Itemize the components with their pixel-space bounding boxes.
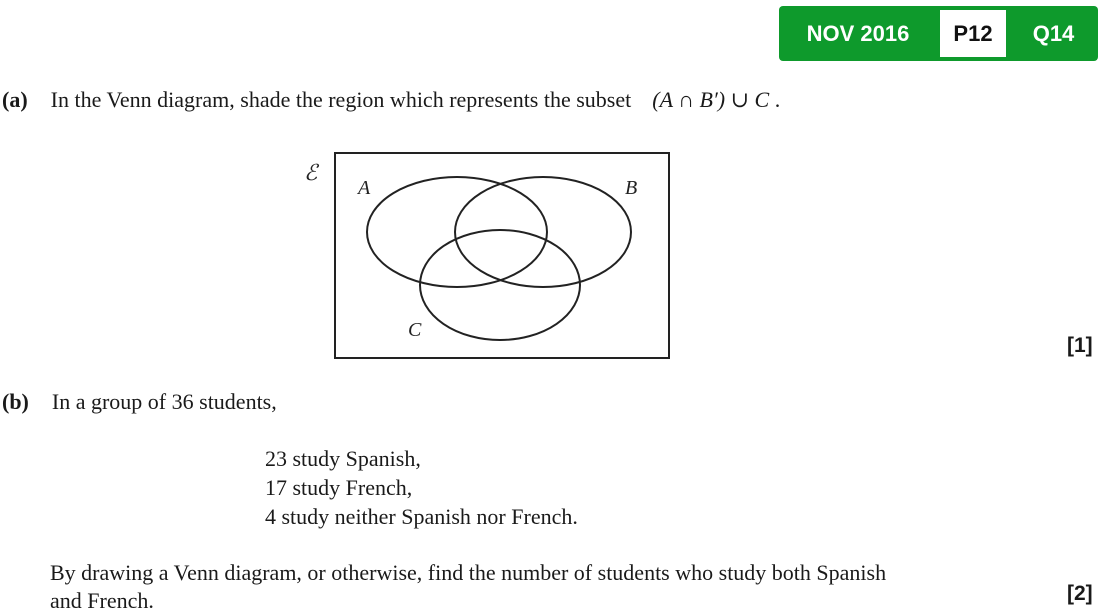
part-a-prompt: [2, 87, 780, 113]
part-b-label: (b): [2, 389, 29, 414]
question-reference-badge: [779, 6, 1098, 61]
universal-set-symbol: ℰ: [304, 161, 318, 186]
set-b-label: B: [625, 177, 638, 199]
venn-diagram[interactable]: [300, 150, 680, 365]
fact-spanish: 23 study Spanish,: [265, 446, 421, 471]
part-a-label: (a): [2, 87, 28, 112]
part-a-marks: [1]: [1067, 334, 1093, 357]
part-b-intro: In a group of 36 students,: [51, 389, 277, 414]
paper-number-label: P12: [940, 10, 1006, 57]
set-c-label: C: [408, 319, 422, 341]
part-b-question-line-2: and French.: [50, 588, 154, 613]
part-b-intro-line: [2, 389, 277, 415]
part-b-marks: [2]: [1067, 582, 1093, 605]
set-a-label: A: [358, 177, 371, 199]
part-a-end: .: [774, 87, 781, 112]
set-expression: (A ∩ B′) ∪ C: [652, 87, 770, 112]
part-a-text: In the Venn diagram, shade the region which represents the subset: [50, 87, 632, 112]
part-b-question-line-1: By drawing a Venn diagram, or otherwise, find the number of students who study both Spanish: [50, 560, 887, 585]
exam-session-label: NOV 2016: [806, 21, 910, 46]
question-number-label: Q14: [1032, 21, 1075, 46]
fact-neither: 4 study neither Spanish nor French.: [265, 504, 578, 529]
set-c-circle[interactable]: [420, 230, 580, 340]
fact-french: 17 study French,: [265, 475, 413, 500]
